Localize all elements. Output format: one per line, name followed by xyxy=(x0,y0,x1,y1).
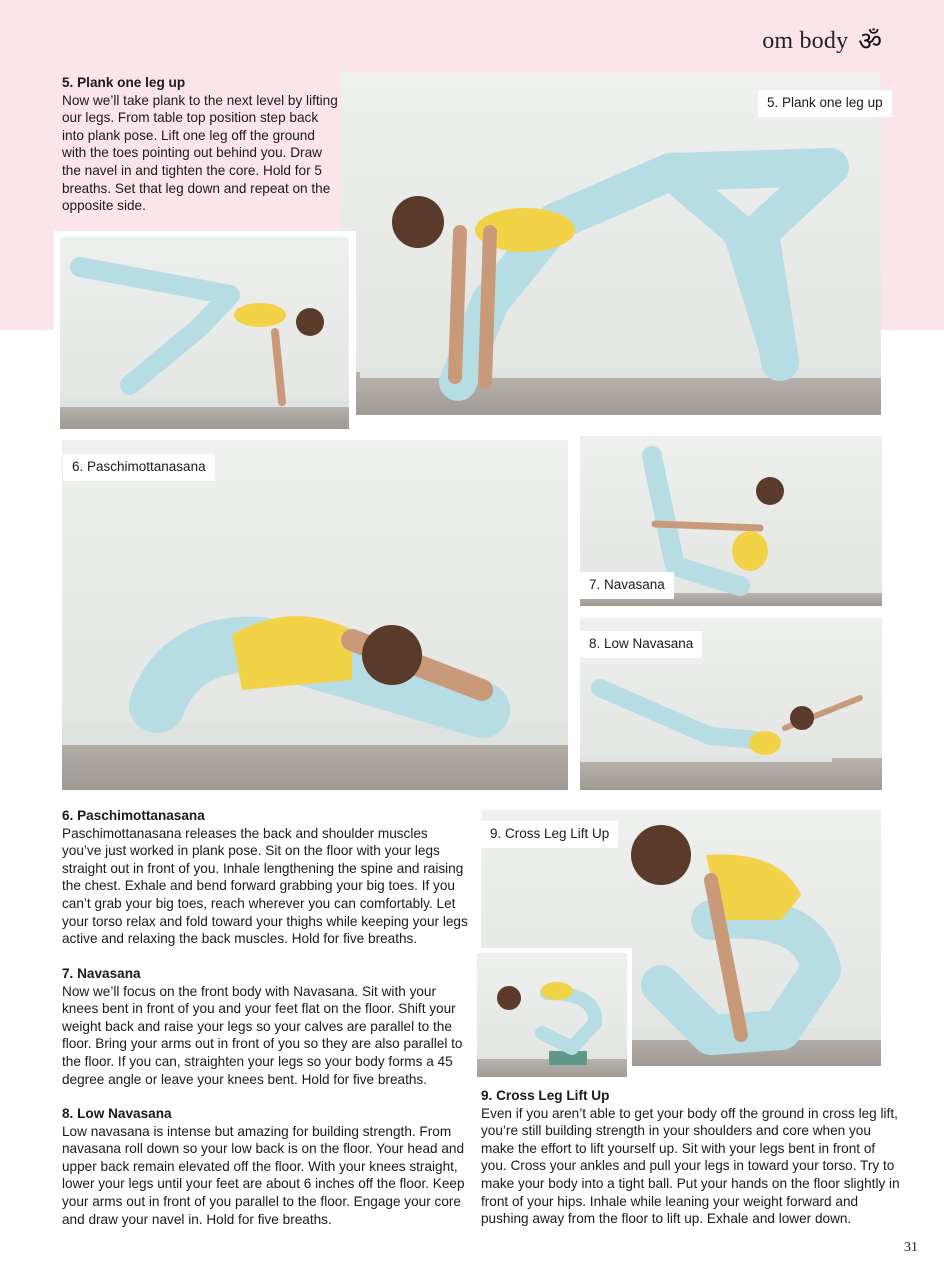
cross-leg-description xyxy=(481,1087,901,1228)
paschimottanasana-description xyxy=(62,807,470,948)
cross-leg-small-figure xyxy=(477,953,627,1077)
label-paschimottanasana: 6. Paschimottanasana xyxy=(63,454,215,481)
plank-small-figure xyxy=(60,237,349,429)
paschimottanasana-title: 6. Paschimottanasana xyxy=(62,808,205,823)
label-low-navasana: 8. Low Navasana xyxy=(580,631,702,658)
brand-logo xyxy=(762,28,882,55)
om-symbol-icon: ॐ xyxy=(858,26,882,57)
photo-plank-large xyxy=(340,72,881,415)
paschimottanasana-figure xyxy=(62,440,568,790)
label-plank: 5. Plank one leg up xyxy=(758,90,892,117)
navasana-description xyxy=(62,965,470,1088)
page-number: 31 xyxy=(904,1240,918,1255)
cross-leg-body: Even if you aren’t able to get your body off the ground in cross leg lift, you’re still building strength in your shoulders and core when you make the effort to lift yourself up. Sit with your legs bent in front of you. Cross your ankles and pull your legs in toward your torso. Try to make your body into a tight ball. Put your hands on the floor slightly in front of your hips. Inhale while leaning your weight forward and pushing away from the floor to lift up. Exhale and lower down. xyxy=(481,1105,900,1227)
brand-name: om body xyxy=(762,28,849,54)
plank-title: 5. Plank one leg up xyxy=(62,75,186,90)
low-navasana-description xyxy=(62,1105,470,1228)
label-navasana: 7. Navasana xyxy=(580,572,674,599)
low-navasana-title: 8. Low Navasana xyxy=(62,1106,172,1121)
plank-body: Now we’ll take plank to the next level by lifting our legs. From table top position step back into plank pose. Lift one leg off the ground with the toes pointing out behind you. Draw the navel in and tighten the core. Hold for 5 breaths. Set that leg down and repeat on the opposite side. xyxy=(62,92,338,214)
photo-cross-leg-small xyxy=(477,953,627,1077)
plank-description xyxy=(62,74,338,215)
low-navasana-body: Low navasana is intense but amazing for building strength. From navasana roll down so your low back is on the floor. Your head and upper back remain elevated off the floor. With your knees straight, lower your legs until your feet are about 6 inches off the floor. Keep your arms out in front of you parallel to the floor. Engage your core and draw your navel in. Hold for five breaths. xyxy=(62,1123,465,1227)
navasana-body: Now we’ll focus on the front body with Navasana. Sit with your knees bent in front of you and your feet flat on the floor. Shift your weight back and raise your legs so your calves are parallel to the floor. Bring your arms out in front of you so they are also parallel to the floor. If you can, straighten your legs so your body forms a 45 degree angle or leave your knees bent. Hold for five breaths. xyxy=(62,983,463,1087)
photo-plank-small xyxy=(60,237,349,429)
photo-paschimottanasana xyxy=(62,440,568,790)
plank-large-figure xyxy=(340,72,881,415)
cross-leg-title: 9. Cross Leg Lift Up xyxy=(481,1088,610,1103)
label-cross-leg: 9. Cross Leg Lift Up xyxy=(481,821,618,848)
paschimottanasana-body: Paschimottanasana releases the back and shoulder muscles you’ve just worked in plank pose. Sit on the floor with your legs straight out in front of you. Inhale lengthening the spine and raising the chest. Exhale and bend forward grabbing your big toes. If you can’t grab your big toes, reach wherever you can comfortably. Let your torso relax and fold toward your thighs while keeping your legs active and relaxing the back muscles. Hold for five breaths. xyxy=(62,825,468,947)
navasana-title: 7. Navasana xyxy=(62,966,141,981)
